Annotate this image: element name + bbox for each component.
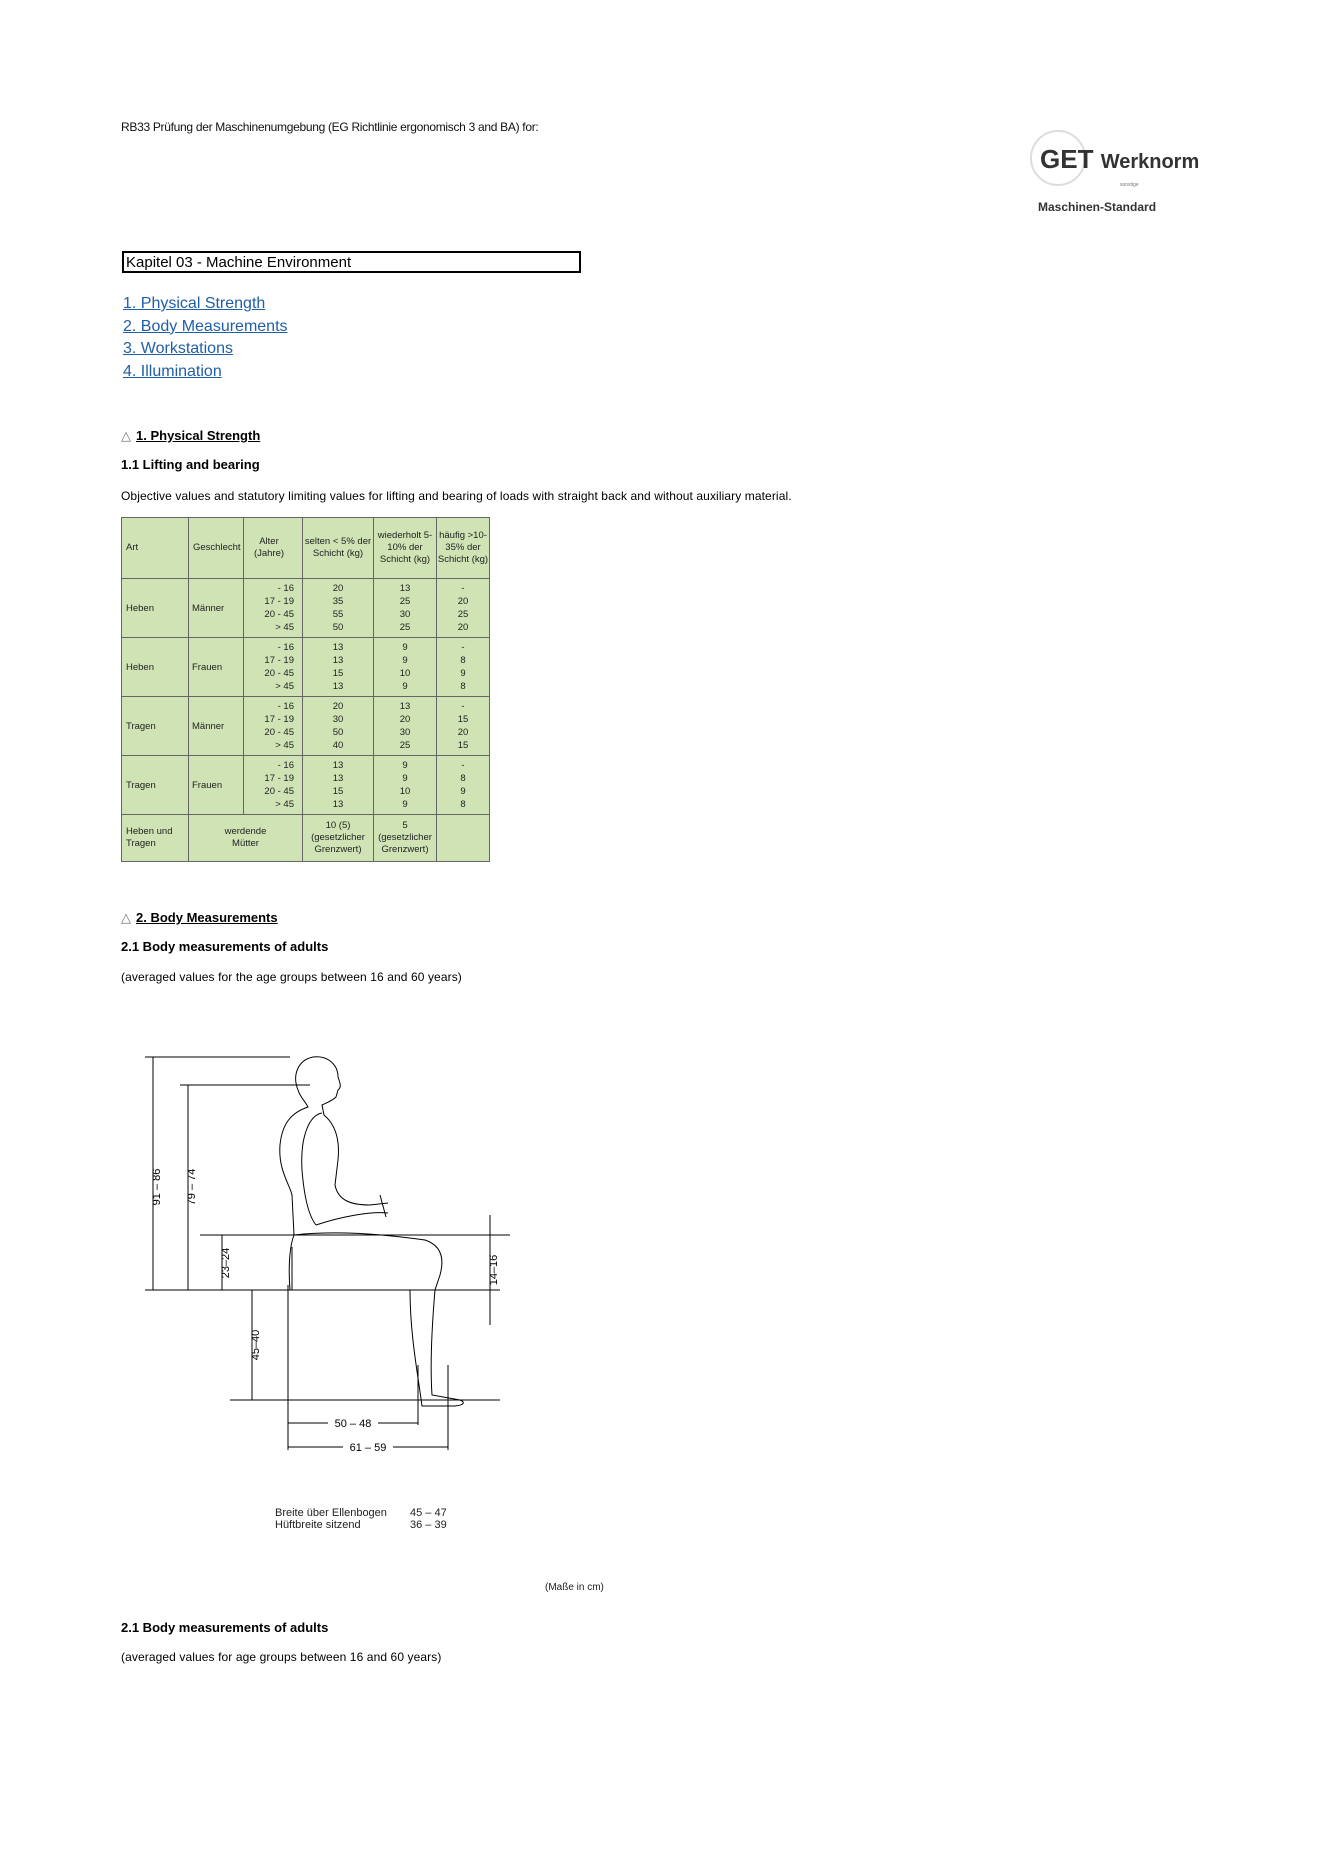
units-note: (Maße in cm) [545, 1582, 604, 1593]
dim-elbow-height: 23–24 [220, 1247, 232, 1279]
logo-title [1040, 144, 1199, 175]
section-heading-label: 2. Body Measurements [136, 910, 278, 925]
cell-selten: 20 30 50 40 [303, 697, 374, 756]
section-heading-body-measurements[interactable] [121, 910, 278, 926]
table-row [122, 579, 490, 638]
cell-selten: 10 (5) (gesetzlicher Grenzwert) [303, 815, 374, 862]
figure-legend [275, 1507, 447, 1531]
logo-tiny-text: sonstige [1120, 182, 1139, 188]
legend-row-hip-width: Hüftbreite sitzend 36 – 39 [275, 1519, 447, 1531]
cell-haeufig: - 15 20 15 [437, 697, 490, 756]
cell-art: Tragen [122, 697, 189, 756]
cell-wiederholt: 9 9 10 9 [374, 756, 437, 815]
cell-art: Tragen [122, 756, 189, 815]
toc-link-physical-strength[interactable]: 1. Physical Strength [123, 295, 266, 312]
toc-link-illumination[interactable]: 4. Illumination [123, 362, 222, 380]
cell-haeufig [437, 815, 490, 862]
cell-alter: - 16 17 - 19 20 - 45 > 45 [244, 638, 303, 697]
back-to-top-icon[interactable]: △ [121, 910, 131, 925]
subheading-lifting: 1.1 Lifting and bearing [121, 457, 260, 472]
logo-title-main: GET [1040, 144, 1094, 174]
cell-art: Heben [122, 638, 189, 697]
toc-link-body-measurements[interactable]: 2. Body Measurements [123, 317, 288, 335]
dim-buttock-knee: 50 – 48 [334, 1418, 372, 1430]
cell-alter: - 16 17 - 19 20 - 45 > 45 [244, 756, 303, 815]
get-werknorm-logo [1030, 128, 1205, 218]
table-of-contents [123, 293, 288, 383]
cell-haeufig: - 20 25 20 [437, 579, 490, 638]
dim-thigh-height: 14–16 [488, 1254, 500, 1286]
cell-wiederholt: 5 (gesetzlicher Grenzwert) [374, 815, 437, 862]
table-header-row [122, 518, 490, 579]
paragraph-body-measurements-2: (averaged values for age groups between 16 and 60 years) [121, 1650, 442, 1664]
toc-link-workstations[interactable]: 3. Workstations [123, 340, 233, 357]
cell-geschlecht: Frauen [189, 756, 244, 815]
cell-wiederholt: 13 20 30 25 [374, 697, 437, 756]
header-text: RB33 Prüfung der Maschinenumgebung (EG Richtlinie ergonomisch 3 and BA) for: [121, 120, 539, 134]
cell-selten: 13 13 15 13 [303, 638, 374, 697]
paragraph-lifting: Objective values and statutory limiting values for lifting and bearing of loads with straight back and without auxiliary material. [121, 489, 792, 503]
back-to-top-icon[interactable]: △ [121, 428, 131, 443]
cell-selten: 20 35 55 50 [303, 579, 374, 638]
logo-subtitle: Maschinen-Standard [1038, 200, 1157, 214]
cell-geschlecht: Männer [189, 697, 244, 756]
paragraph-body-measurements: (averaged values for the age groups between 16 and 60 years) [121, 970, 462, 984]
section-heading-label: 1. Physical Strength [136, 428, 261, 443]
dim-seat-height: 45–40 [250, 1329, 262, 1361]
cell-wiederholt: 9 9 10 9 [374, 638, 437, 697]
col-header-art: Art [122, 518, 189, 579]
cell-haeufig: - 8 9 8 [437, 756, 490, 815]
subheading-body-measurements: 2.1 Body measurements of adults [121, 939, 329, 954]
cell-art: Heben [122, 579, 189, 638]
cell-alter: - 16 17 - 19 20 - 45 > 45 [244, 697, 303, 756]
seated-body-measurement-diagram [140, 1035, 510, 1455]
dim-buttock-toe: 61 – 59 [349, 1442, 387, 1454]
legend-row-elbow-width: Breite über Ellenbogen 45 – 47 [275, 1507, 447, 1519]
cell-art: Heben und Tragen [122, 815, 189, 862]
table-row [122, 638, 490, 697]
col-header-alter: Alter (Jahre) [244, 518, 303, 579]
cell-group: werdende Mütter [189, 815, 303, 862]
col-header-geschlecht: Geschlecht [189, 518, 244, 579]
col-header-wiederholt: wiederholt 5-10% der Schicht (kg) [374, 518, 437, 579]
cell-geschlecht: Männer [189, 579, 244, 638]
col-header-selten: selten < 5% der Schicht (kg) [303, 518, 374, 579]
logo-title-suffix: Werknorm [1100, 151, 1200, 173]
col-header-haeufig: häufig >10-35% der Schicht (kg) [437, 518, 490, 579]
cell-wiederholt: 13 25 30 25 [374, 579, 437, 638]
dim-eye-height: 79 – 74 [186, 1168, 198, 1206]
cell-alter: - 16 17 - 19 20 - 45 > 45 [244, 579, 303, 638]
lifting-limits-table [121, 517, 490, 862]
table-row-pregnant [122, 815, 490, 862]
table-row [122, 697, 490, 756]
dim-total-height: 91 – 86 [151, 1168, 163, 1206]
table-row [122, 756, 490, 815]
chapter-title: Kapitel 03 - Machine Environment [122, 251, 581, 273]
cell-geschlecht: Frauen [189, 638, 244, 697]
section-heading-physical-strength[interactable] [121, 428, 260, 444]
cell-selten: 13 13 15 13 [303, 756, 374, 815]
cell-haeufig: - 8 9 8 [437, 638, 490, 697]
subheading-body-measurements-2: 2.1 Body measurements of adults [121, 1620, 329, 1635]
